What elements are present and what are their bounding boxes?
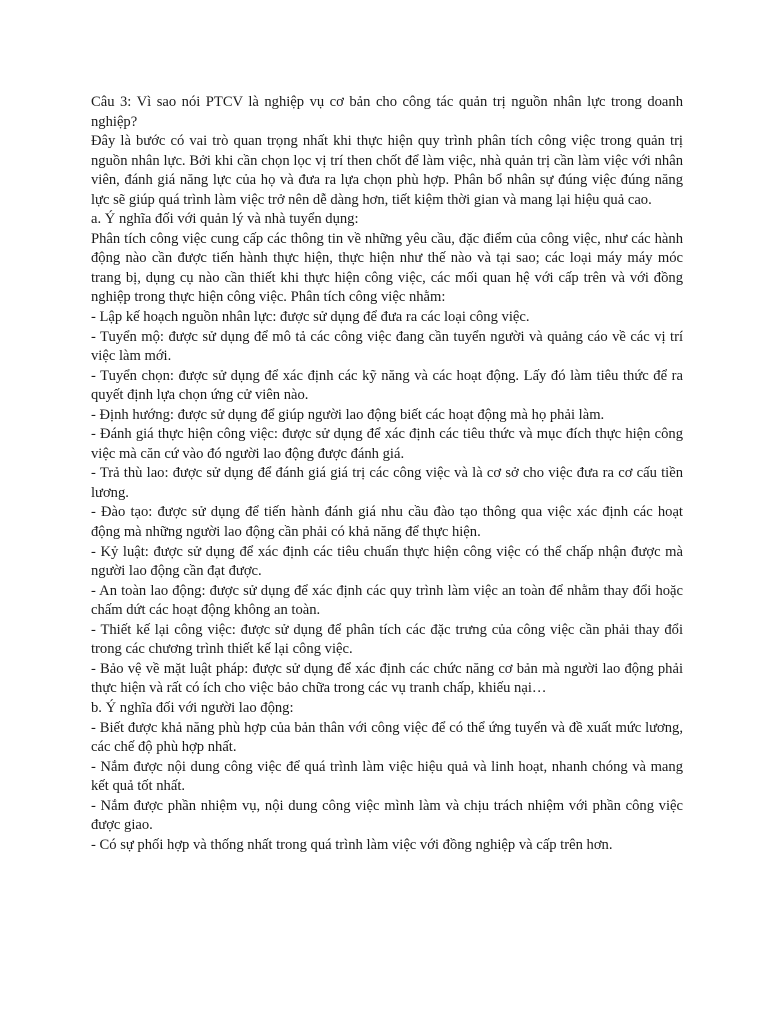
list-item: - Định hướng: được sử dụng để giúp người lao động biết các hoạt động mà họ phải làm. [91, 406, 605, 423]
section-a-title: a. Ý nghĩa đối với quản lý và nhà tuyển dụng: [91, 211, 359, 228]
list-item: - Kỷ luật: được sử dụng để xác định các tiêu chuẩn thực hiện công việc có thể chấp nhận được mà người lao động cần đạt được. [91, 543, 683, 580]
question-heading: Câu 3: Vì sao nói PTCV là nghiệp vụ cơ bản cho công tác quản trị nguồn nhân lực trong doanh nghiệp? [91, 94, 683, 130]
list-item: - Tuyển mộ: được sử dụng để mô tả các công việc đang cần tuyển người và quảng cáo về các vị trí việc làm mới. [91, 328, 683, 365]
intro-paragraph: Đây là bước có vai trò quan trọng nhất khi thực hiện quy trình phân tích công việc trong quản trị nguồn nhân lực. Bởi khi cần chọn lọc vị trí then chốt để làm việc, nhà quản trị cần làm việc với nhân viên, đánh giá năng lực của họ và đưa ra lựa chọn phù hợp. Phân bổ nhân sự đúng việc đúng năng lực sẽ giúp quá trình làm việc trở nên dễ dàng hơn, tiết kiệm thời gian và mang lại hiệu quả cao. [91, 133, 683, 208]
list-item: - Bảo vệ về mặt luật pháp: được sử dụng để xác định các chức năng cơ bản mà người lao động phải thực hiện và rất có ích cho việc bảo chữa trong các vụ tranh chấp, khiếu nại… [91, 660, 683, 697]
section-b-title: b. Ý nghĩa đối với người lao động: [91, 699, 294, 716]
list-item: - Đào tạo: được sử dụng để tiến hành đánh giá nhu cầu đào tạo thông qua việc xác định các hoạt động mà những người lao động cần phải có khả năng để thực hiện. [91, 504, 683, 541]
list-item: - Lập kế hoạch nguồn nhân lực: được sử dụng để đưa ra các loại công việc. [91, 309, 530, 326]
list-item: - Trả thù lao: được sử dụng để đánh giá giá trị các công việc và là cơ sở cho việc đưa ra cơ cấu tiền lương. [91, 465, 683, 501]
section-b-list [91, 719, 683, 856]
list-item: - Thiết kế lại công việc: được sử dụng để phân tích các đặc trưng của công việc cần phải thay đổi trong các chương trình thiết kế lại công việc. [91, 621, 683, 658]
list-item: - Biết được khả năng phù hợp của bản thân với công việc để có thể ứng tuyển và đề xuất mức lương, các chế độ phù hợp nhất. [91, 719, 683, 756]
document-page [91, 93, 683, 855]
section-a-list [91, 308, 683, 699]
section-a-intro: Phân tích công việc cung cấp các thông tin về những yêu cầu, đặc điểm của công việc, như các hành động nào cần được tiến hành thực hiện, thực hiện như thế nào và tại sao; các loại máy máy móc trang bị, dụng cụ nào cần thiết khi thực hiện công việc, các mối quan hệ với cấp trên và với đồng nghiệp trong thực hiện công việc. Phân tích công việc nhằm: [91, 230, 683, 306]
list-item: - Nắm được nội dung công việc để quá trình làm việc hiệu quả và linh hoạt, nhanh chóng và mang kết quả tốt nhất. [91, 758, 683, 795]
list-item: - Tuyển chọn: được sử dụng để xác định các kỹ năng và các hoạt động. Lấy đó làm tiêu thức để ra quyết định lựa chọn ứng cử viên nào. [91, 367, 683, 404]
list-item: - Nắm được phần nhiệm vụ, nội dung công việc mình làm và chịu trách nhiệm với phần công việc được giao. [91, 797, 683, 834]
list-item: - An toàn lao động: được sử dụng để xác định các quy trình làm việc an toàn để nhằm thay đổi hoặc chấm dứt các hoạt động không an toàn. [91, 582, 683, 619]
list-item: - Đánh giá thực hiện công việc: được sử dụng để xác định các tiêu thức và mục đích thực hiện công việc mà căn cứ vào đó người lao động được đánh giá. [91, 426, 683, 462]
list-item: - Có sự phối hợp và thống nhất trong quá trình làm việc với đồng nghiệp và cấp trên hơn. [91, 836, 613, 853]
